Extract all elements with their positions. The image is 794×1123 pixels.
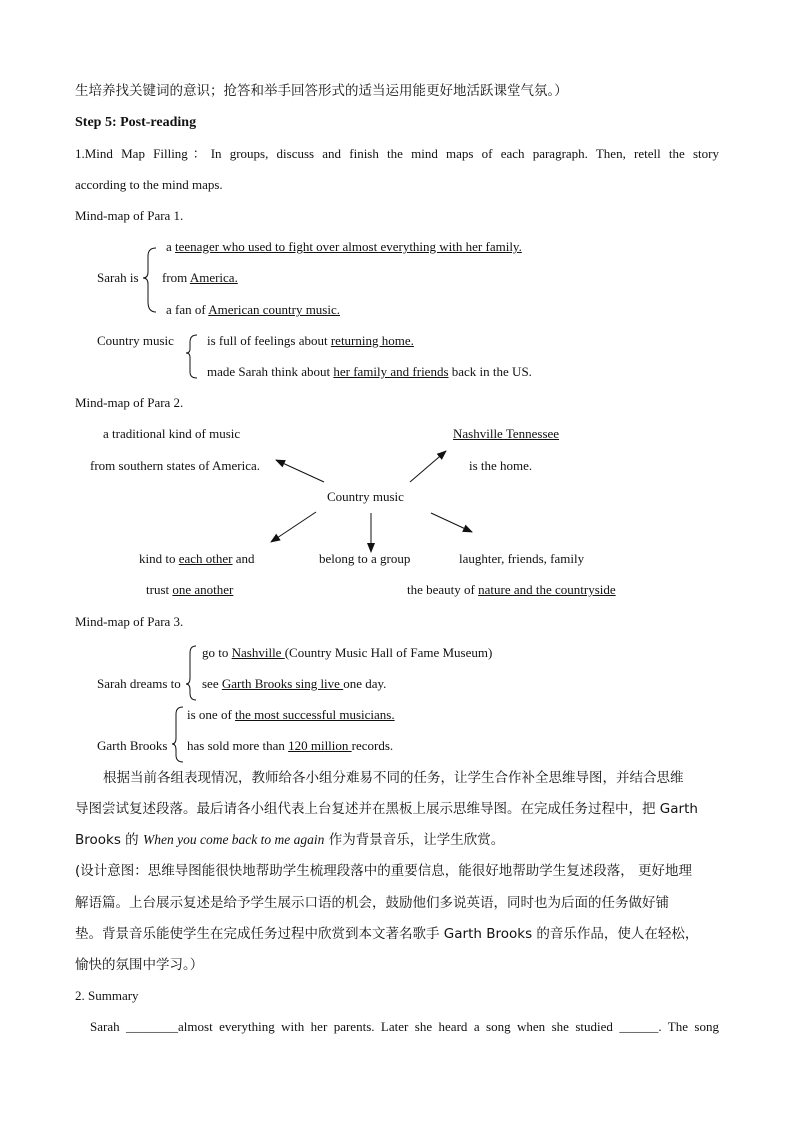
para2-br-line1: laughter, friends, family — [459, 551, 585, 566]
para2-tr-answer: Nashville Tennessee — [453, 426, 560, 441]
para3-g2-answer: 120 million — [288, 738, 352, 753]
para3-d1: go to Nashville (Country Music Hall of Fame Museum) — [202, 645, 493, 660]
para2-bm: belong to a group — [319, 551, 411, 566]
task1-line1: 1.Mind Map Filling：In groups, discuss and finish the mind maps of each paragraph. Then, retell the story — [75, 146, 719, 161]
para1-cm1-answer: returning home. — [330, 333, 414, 348]
para3-d1-answer: Nashville — [231, 645, 285, 660]
para3-title: Mind-map of Para 3. — [75, 614, 184, 629]
para1-title: Mind-map of Para 1. — [75, 208, 184, 223]
arrow-to-top-right — [410, 451, 446, 482]
country-music-label: Country music — [97, 333, 174, 348]
para1-item3: a fan of American country music. — [166, 302, 340, 317]
para1-cm2: made Sarah think about her family and friends back in the US. — [207, 364, 532, 379]
intro-line: 生培养找关键词的意识；抢答和举手回答形式的适当运用能更好地活跃课堂气氛。） — [75, 83, 568, 99]
para2-bl-line2: trust one another — [146, 582, 234, 597]
brace-sarah-dreams — [186, 646, 196, 700]
para2-title: Mind-map of Para 2. — [75, 395, 184, 410]
para2-br-answer: nature and the countryside — [478, 582, 616, 597]
garth-label: Garth Brooks — [97, 738, 168, 753]
arrow-to-bottom-right — [431, 513, 472, 532]
summary-title: 2. Summary — [75, 988, 139, 1003]
para2-tr-line2: is the home. — [469, 458, 533, 473]
para1-item1: a teenager who used to fight over almost everything with her family. — [166, 239, 522, 254]
para2-bl-answer1: each other — [178, 551, 233, 566]
para2-tl-line2: from southern states of America. — [90, 458, 261, 473]
brace-garth — [172, 707, 183, 762]
para1-cm1: is full of feelings about returning home. — [207, 333, 414, 348]
sarah-dreams-label: Sarah dreams to — [97, 676, 181, 691]
para2-bl-line1: kind to each other and — [139, 551, 255, 566]
para2-tl-line1: a traditional kind of music — [103, 426, 241, 441]
step5-heading: Step 5: Post-reading — [75, 115, 197, 130]
para2-center: Country music — [327, 489, 404, 504]
arrow-to-top-left — [276, 460, 324, 482]
para1-item3-answer: American country music. — [208, 302, 340, 317]
para2-bl-answer2: one another — [172, 582, 234, 597]
para3-d2-answer: Garth Brooks sing live — [221, 676, 344, 691]
para3-d2: see Garth Brooks sing live one day. — [202, 676, 387, 691]
para1-item1-answer: teenager who used to fight over almost everything with her family. — [175, 239, 522, 254]
para1-item2: from America. — [162, 270, 238, 285]
design-line1: (设计意图：思维导图能很快地帮助学生梳理段落中的重要信息，能很好地帮助学生复述段落， 更好地理 — [75, 863, 693, 879]
cn-para-line1: 根据当前各组表现情况，教师给各小组分难易不同的任务，让学生合作补全思维导图，并结合思维 — [103, 770, 684, 786]
brace-sarah-is — [143, 248, 156, 312]
brace-country-music — [186, 335, 197, 378]
design-line3: 垫。背景音乐能使学生在完成任务过程中欣赏到本文著名歌手 Garth Brooks 的音乐作品，使人在轻松， — [75, 926, 699, 942]
para2-br-line2: the beauty of nature and the countryside — [407, 582, 616, 597]
cn-para-line3: Brooks 的 When you come back to me again 作为背景音乐，让学生欣赏。 — [75, 832, 505, 848]
para3-g1: is one of the most successful musicians. — [187, 707, 395, 722]
para3-g2: has sold more than 120 million records. — [187, 738, 394, 753]
cn-para-line2: 导图尝试复述段落。最后请各小组代表上台复述并在黑板上展示思维导图。在完成任务过程中，把 Garth — [75, 801, 698, 817]
design-line2: 解语篇。上台展示复述是给予学生展示口语的机会，鼓励他们多说英语，同时也为后面的任务做好铺 — [75, 895, 669, 911]
song-title: When you come back to me again — [142, 832, 325, 847]
summary-line1: Sarah ________almost everything with her parents. Later she heard a song when she studied ______. The song — [90, 1019, 719, 1034]
para1-item2-answer: America. — [189, 270, 238, 285]
arrow-to-bottom-left — [271, 512, 316, 542]
design-line4: 愉快的氛围中学习。） — [75, 957, 204, 973]
sarah-is-label: Sarah is — [97, 270, 139, 285]
task1-line2: according to the mind maps. — [75, 177, 223, 192]
para1-cm2-answer: her family and friends — [333, 364, 449, 379]
para3-g1-answer: the most successful musicians. — [235, 707, 395, 722]
